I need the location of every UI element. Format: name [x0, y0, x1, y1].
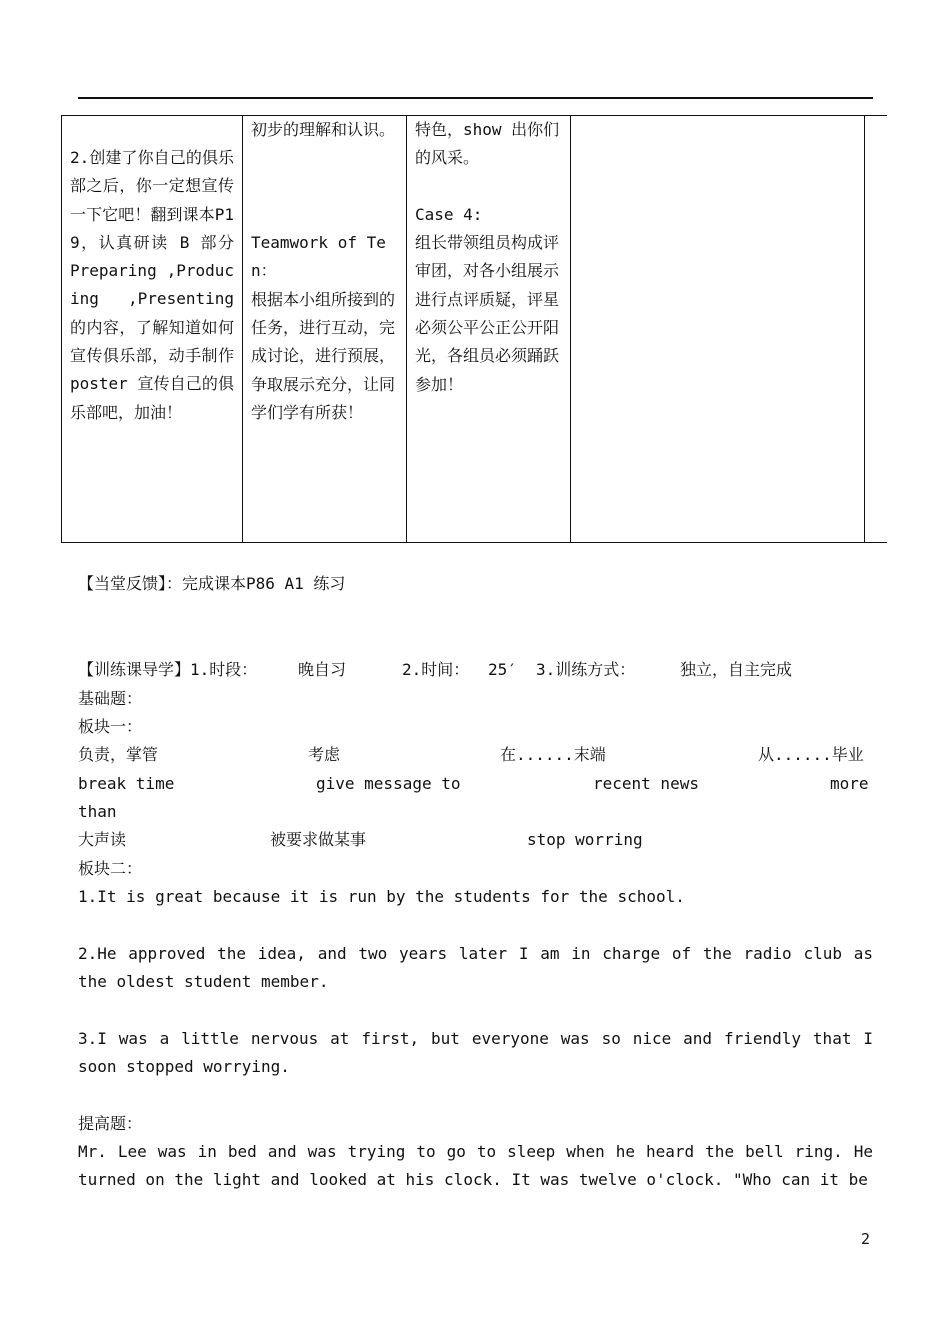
vocab-item: 大声读 [78, 830, 127, 849]
vocab-item: 负责，掌管 [78, 745, 159, 764]
task-text: 2.创建了你自己的俱乐部之后，你一定想宣传一下它吧！翻到课本P19，认真研读 B 部分 Preparing ,Producing ,Presenting 的内容，了解知道如何宣传俱乐部，动手制作 poster 宣传自己的俱乐部吧，加油！ [70, 148, 234, 422]
table-cell-case [407, 116, 571, 543]
teamwork-title: Teamwork of Ten： [251, 233, 386, 281]
vocab-item: 从......毕业 [758, 745, 864, 764]
vocab-item: break time [78, 774, 175, 793]
table-cell-edge [865, 116, 888, 543]
sentence-2: 2.He approved the idea, and two years later I am in charge of the radio club as the oldest student member. [78, 944, 873, 992]
training-label: 【训练课导学】1.时段： [78, 660, 258, 679]
training-mode-label: 3.训练方式： [536, 660, 636, 679]
teamwork-top-text: 初步的理解和认识。 [251, 120, 396, 139]
teamwork-body: 根据本小组所接到的任务，进行互动，完成讨论，进行预展，争取展示充分，让同学们学有所获！ [251, 289, 396, 422]
header-rule [78, 97, 873, 99]
vocab-item: stop worring [527, 830, 643, 849]
training-period: 晚自习 [298, 660, 347, 679]
table-cell-teamwork [243, 116, 407, 543]
block2-title: 板块二： [78, 859, 143, 878]
vocab-item: 在......末端 [500, 745, 606, 764]
basic-heading: 基础题： [78, 689, 143, 708]
case-title: Case 4: [415, 204, 483, 224]
sentence-1: 1.It is great because it is run by the students for the school. [78, 887, 685, 906]
table-cell-empty [571, 116, 865, 543]
vocab-item: 被要求做某事 [270, 830, 367, 849]
vocab-item: recent news [593, 774, 699, 793]
vocab-item-wrap: than [78, 802, 117, 821]
training-mode: 独立，自主完成 [680, 660, 793, 679]
advanced-heading: 提高题： [78, 1114, 143, 1133]
advanced-passage: Mr. Lee was in bed and was trying to go to sleep when he heard the bell ring. He turned on the light and looked at his clock. It was twelve o'clock. "Who can it be [78, 1142, 873, 1190]
vocab-item: 考虑 [308, 745, 341, 764]
table-cell-task [62, 116, 243, 543]
sentence-3: 3.I was a little nervous at first, but everyone was so nice and friendly that I soon stopped worrying. [78, 1029, 873, 1077]
block1-title: 板块一： [78, 717, 143, 736]
table-row [62, 116, 888, 543]
training-time-label: 2.时间： [402, 660, 470, 679]
case-top-text: 特色，show 出你们的风采。 [415, 120, 560, 168]
vocab-item: more [830, 774, 869, 793]
case-body: 组长带领组员构成评审团，对各小组展示进行点评质疑，评星必须公平公正公开阳光，各组员必须踊跃参加！ [415, 233, 560, 394]
feedback-line: 【当堂反馈】：完成课本P86 A1 练习 [78, 574, 346, 593]
page-number: 2 [861, 1230, 871, 1248]
lesson-table [61, 115, 887, 543]
vocab-item: give message to [316, 774, 461, 793]
training-time: 25′ [488, 660, 517, 679]
